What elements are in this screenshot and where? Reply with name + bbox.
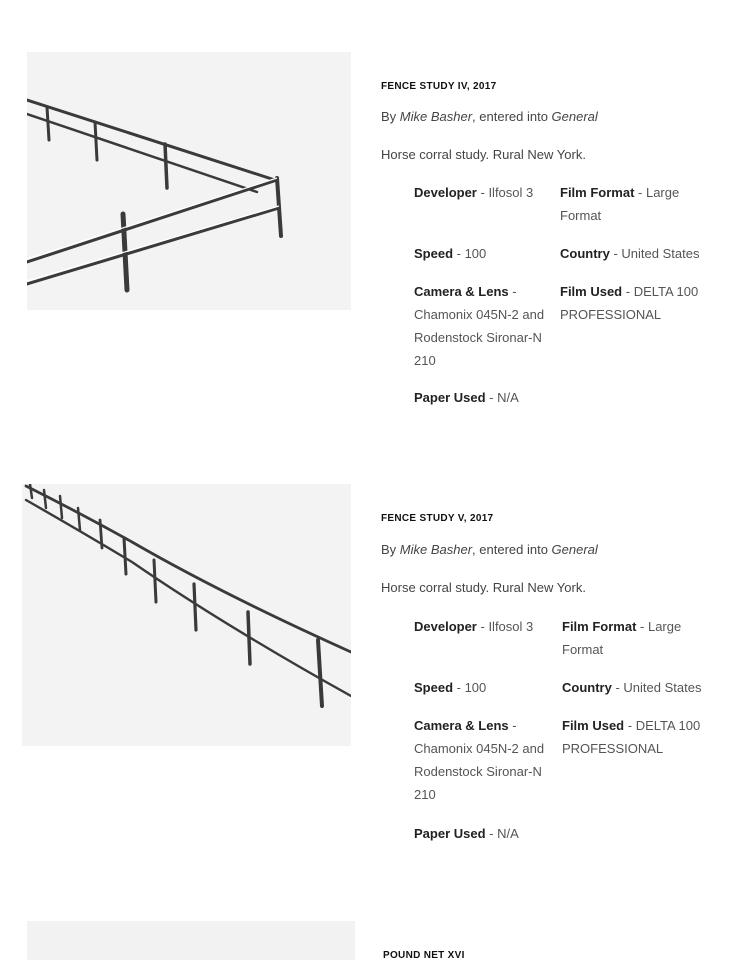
meta-separator: - xyxy=(609,246,622,261)
meta-value: United States xyxy=(623,680,702,695)
entry-description: Horse corral study. Rural New York. xyxy=(381,580,586,595)
meta-paper-used xyxy=(414,386,614,409)
meta-separator: - xyxy=(453,246,465,261)
category-link[interactable]: General xyxy=(551,542,598,557)
meta-separator: - xyxy=(624,718,636,733)
meta-developer xyxy=(414,615,559,638)
meta-label: Camera & Lens xyxy=(414,284,509,299)
meta-label: Developer xyxy=(414,185,477,200)
meta-label: Film Used xyxy=(560,284,623,299)
meta-camera-lens xyxy=(414,714,556,806)
meta-paper-used xyxy=(414,822,614,845)
meta-separator: - xyxy=(508,284,517,299)
meta-separator: - xyxy=(476,619,489,634)
entry-description: Horse corral study. Rural New York. xyxy=(381,147,586,162)
entry-title[interactable]: FENCE STUDY V, 2017 xyxy=(381,513,494,524)
meta-label: Speed xyxy=(414,246,454,261)
meta-value: DELTA 100 PROFESSIONAL xyxy=(560,284,699,322)
meta-separator: - xyxy=(485,826,498,841)
entry-byline xyxy=(381,109,598,124)
meta-film-format xyxy=(560,181,700,227)
category-link[interactable]: General xyxy=(551,109,598,124)
meta-separator: - xyxy=(634,185,646,200)
meta-label: Developer xyxy=(414,619,477,634)
meta-speed xyxy=(414,242,554,265)
byline-prefix: By xyxy=(381,542,400,557)
meta-label: Film Format xyxy=(560,185,635,200)
meta-developer xyxy=(414,181,554,204)
author-link[interactable]: Mike Basher xyxy=(399,542,473,557)
entry-title[interactable]: FENCE STUDY IV, 2017 xyxy=(381,81,497,92)
meta-value: N/A xyxy=(497,390,519,405)
entry-photo[interactable] xyxy=(27,921,355,960)
meta-value: Chamonix 045N-2 and Rodenstock Sironar-N 210 xyxy=(414,307,545,368)
meta-value: Large Format xyxy=(560,185,680,223)
meta-country xyxy=(560,242,710,265)
meta-separator: - xyxy=(622,284,634,299)
meta-value: N/A xyxy=(497,826,519,841)
meta-separator: - xyxy=(508,718,517,733)
meta-label: Camera & Lens xyxy=(414,718,509,733)
meta-label: Film Used xyxy=(562,718,625,733)
meta-film-format xyxy=(562,615,702,661)
meta-separator: - xyxy=(453,680,465,695)
meta-separator: - xyxy=(476,185,489,200)
meta-label: Film Format xyxy=(562,619,637,634)
meta-label: Country xyxy=(560,246,610,261)
author-link[interactable]: Mike Basher xyxy=(399,109,473,124)
meta-camera-lens xyxy=(414,280,554,372)
meta-label: Speed xyxy=(414,680,454,695)
meta-value: United States xyxy=(621,246,700,261)
byline-prefix: By xyxy=(381,109,400,124)
entry-title[interactable]: POUND NET XVI xyxy=(383,950,465,961)
meta-separator: - xyxy=(485,390,498,405)
meta-value: DELTA 100 PROFESSIONAL xyxy=(562,718,701,756)
meta-value: Large Format xyxy=(562,619,682,657)
entry-photo[interactable] xyxy=(22,484,351,746)
meta-speed xyxy=(414,676,554,699)
meta-value: 100 xyxy=(464,246,487,261)
meta-film-used xyxy=(560,280,705,326)
meta-value: Ilfosol 3 xyxy=(488,619,534,634)
meta-country xyxy=(562,676,712,699)
meta-label: Paper Used xyxy=(414,826,486,841)
entry-photo[interactable] xyxy=(27,52,351,310)
byline-entered-into: , entered into xyxy=(472,542,552,557)
meta-value: Chamonix 045N-2 and Rodenstock Sironar-N 210 xyxy=(414,741,545,802)
meta-label: Country xyxy=(562,680,612,695)
meta-label: Paper Used xyxy=(414,390,486,405)
meta-separator: - xyxy=(636,619,648,634)
entry-byline xyxy=(381,542,598,557)
meta-separator: - xyxy=(611,680,624,695)
byline-entered-into: , entered into xyxy=(472,109,552,124)
meta-value: Ilfosol 3 xyxy=(488,185,534,200)
meta-film-used xyxy=(562,714,707,760)
meta-value: 100 xyxy=(464,680,487,695)
